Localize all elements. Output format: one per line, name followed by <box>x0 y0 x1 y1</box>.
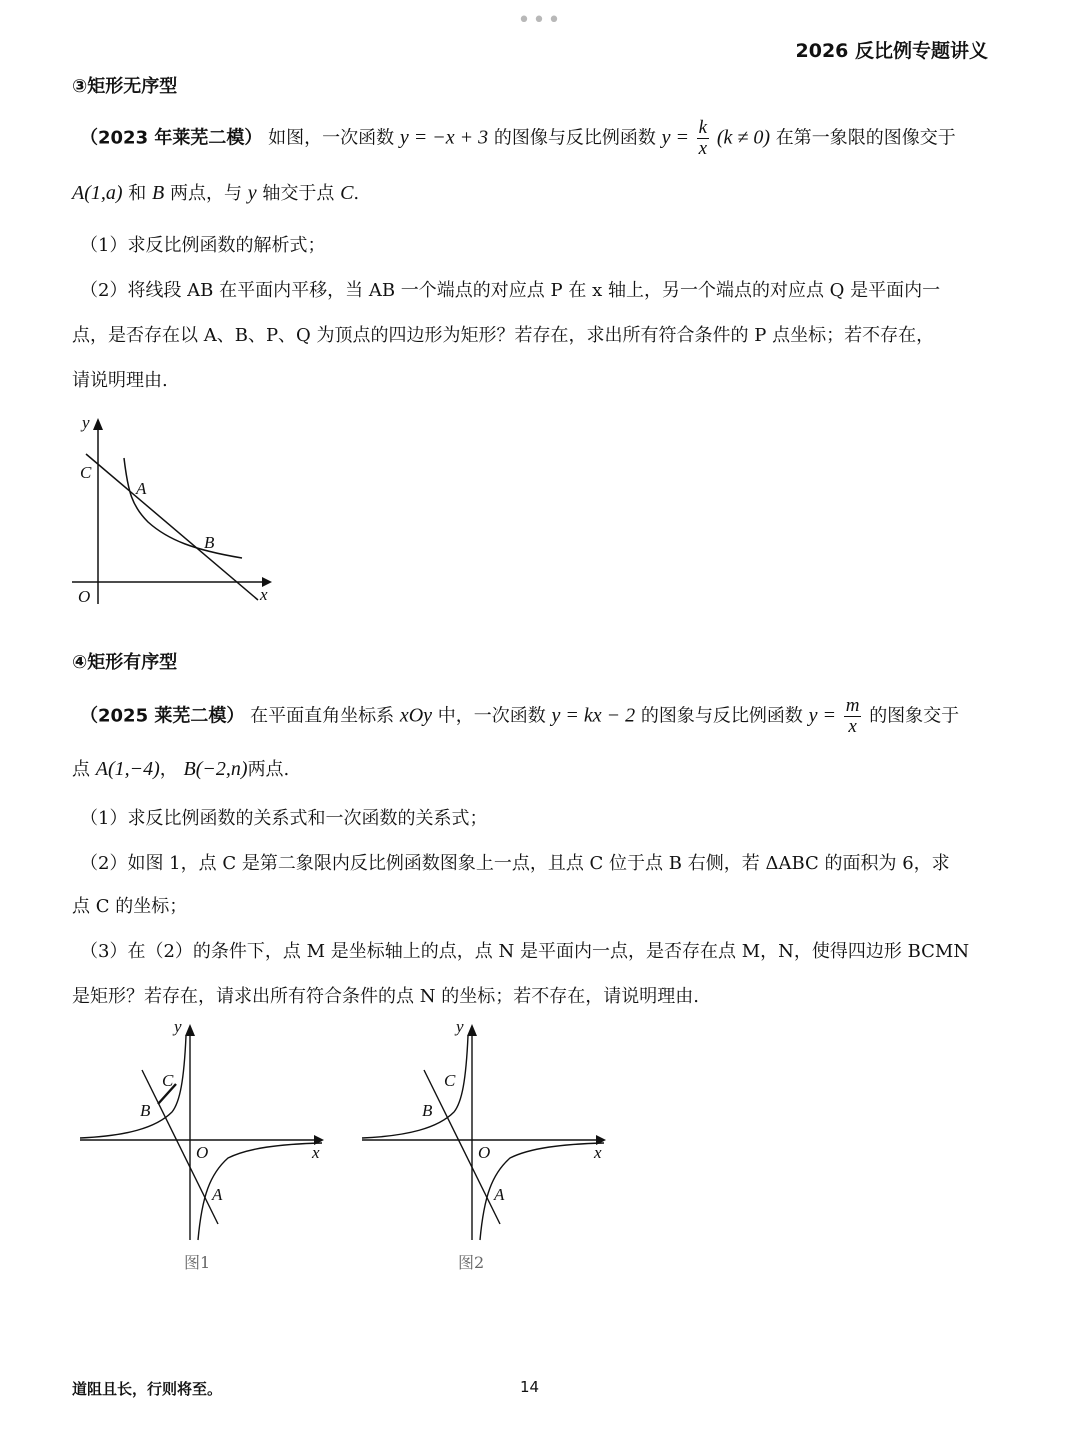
section3-line2-text-b: 两点，与 <box>169 183 242 204</box>
fig1-y-arrow <box>185 1024 195 1036</box>
top-dots: ••• <box>517 8 563 33</box>
section4-fraction-denominator: x <box>848 716 857 737</box>
fig3-line <box>86 454 258 600</box>
fig3-label-x: x <box>260 585 268 604</box>
section3-line2-end: . <box>353 183 360 204</box>
section4-fraction-numerator: m <box>845 695 860 716</box>
section4-source: （2025 莱芜二模） <box>80 705 245 727</box>
fig2-label-c: C <box>444 1071 456 1090</box>
section3-question1: （1）求反比例函数的解析式； <box>80 235 326 256</box>
section4-line2-end: 两点. <box>247 759 290 780</box>
section3-point-c: C <box>340 182 354 204</box>
fig2-label-o: O <box>478 1143 491 1162</box>
section3-fraction-denominator: x <box>698 138 708 159</box>
section3-intro-b: 的图像与反比例函数 <box>493 127 656 149</box>
section3-source: （2023 年莱芜二模） <box>80 127 263 149</box>
section3-fraction-numerator: k <box>698 117 708 138</box>
section3-point-a: A(1,a) <box>72 182 123 204</box>
fig3-label-b: B <box>204 533 215 552</box>
section3-figure <box>66 412 286 612</box>
section3-fraction <box>697 118 709 159</box>
section4-question2-line2: 点 C 的坐标； <box>72 896 188 917</box>
section3-inverse-lhs: y = <box>661 126 689 149</box>
fig3-label-a: A <box>136 479 147 498</box>
fig1-label-x: x <box>312 1143 320 1162</box>
section3-question2-line1: （2）将线段 AB 在平面内平移，当 AB 一个端点的对应点 P 在 x 轴上，另一个端点的对应点 Q 是平面内一 <box>80 280 941 301</box>
fig2-label-y: y <box>456 1018 464 1036</box>
fig2-label-a: A <box>494 1185 505 1204</box>
section3-line2-text-c: 轴交于点 <box>262 183 335 204</box>
fig3-label-c: C <box>80 463 92 482</box>
section4-question2-line1: （2）如图 1，点 C 是第二象限内反比例函数图象上一点，且点 C 位于点 B 右侧，若 ΔABC 的面积为 6，求 <box>80 853 950 874</box>
fig1-label-y: y <box>174 1018 182 1036</box>
section3-linear-equation: y = −x + 3 <box>399 126 489 149</box>
section3-question2-line3: 请说明理由. <box>72 370 168 391</box>
footer-page-number: 14 <box>520 1378 540 1396</box>
section4-intro-d: 的图象交于 <box>869 705 960 727</box>
fig1-label-c: C <box>162 1071 174 1090</box>
section4-question3-line1: （3）在（2）的条件下，点 M 是坐标轴上的点，点 N 是平面内一点，是否存在点 M，N，使得四边形 BCMN <box>80 941 970 962</box>
fig1-label-b: B <box>140 1101 151 1120</box>
section3-condition: (k ≠ 0) <box>716 126 771 149</box>
section3-question2-line2: 点，是否存在以 A、B、P、Q 为顶点的四边形为矩形？若存在，求出所有符合条件的 P 点坐标；若不存在， <box>72 325 935 346</box>
section4-fraction <box>844 696 862 737</box>
section3-line2-text-a: 和 <box>128 183 147 204</box>
section4-linear-equation: y = kx − 2 <box>551 704 636 727</box>
section4-inverse-lhs: y = <box>808 704 836 727</box>
section4-question1: （1）求反比例函数的关系式和一次函数的关系式； <box>80 808 488 829</box>
section3-y-symbol: y <box>247 182 257 204</box>
fig2-y-arrow <box>467 1024 477 1036</box>
section3-intro-a: 如图，一次函数 <box>268 127 395 149</box>
document-header-title: 2026 反比例专题讲义 <box>795 40 988 62</box>
fig1-label-a: A <box>212 1185 223 1204</box>
fig3-label-o: O <box>78 587 91 606</box>
fig1-caption: 图1 <box>184 1253 211 1272</box>
section4-figure1 <box>76 1018 336 1282</box>
section4-line2-sep: ， <box>159 759 178 780</box>
fig3-hyperbola <box>124 458 242 558</box>
section4-question3-line2: 是矩形？若存在，请求出所有符合条件的点 N 的坐标；若不存在，请说明理由. <box>72 986 699 1007</box>
section4-figure2 <box>358 1018 618 1282</box>
fig2-label-x: x <box>594 1143 602 1162</box>
section3-heading: ③矩形无序型 <box>72 76 178 97</box>
fig3-y-arrow <box>93 418 103 430</box>
section3-intro-line1 <box>80 118 1000 159</box>
section4-point-a: A(1,−4) <box>95 758 160 780</box>
fig2-caption: 图2 <box>458 1253 485 1272</box>
section3-intro-c: 在第一象限的图像交于 <box>775 127 956 149</box>
section3-intro-line2 <box>72 180 992 207</box>
fig3-label-y: y <box>82 413 90 432</box>
section4-intro-line1 <box>80 696 1000 737</box>
section4-line2-a: 点 <box>72 759 90 780</box>
section4-xoy: xOy <box>399 704 433 727</box>
section4-heading: ④矩形有序型 <box>72 652 178 673</box>
section4-intro-c: 的图象与反比例函数 <box>640 705 803 727</box>
fig1-label-o: O <box>196 1143 209 1162</box>
section4-intro-b: 中，一次函数 <box>437 705 546 727</box>
section4-intro-line2 <box>72 756 992 783</box>
section3-point-b: B <box>152 182 165 204</box>
fig2-label-b: B <box>422 1101 433 1120</box>
section4-intro-a: 在平面直角坐标系 <box>250 705 395 727</box>
section4-point-b: B(−2,n) <box>183 758 248 780</box>
footer-motto: 道阻且长，行则将至。 <box>72 1380 223 1398</box>
